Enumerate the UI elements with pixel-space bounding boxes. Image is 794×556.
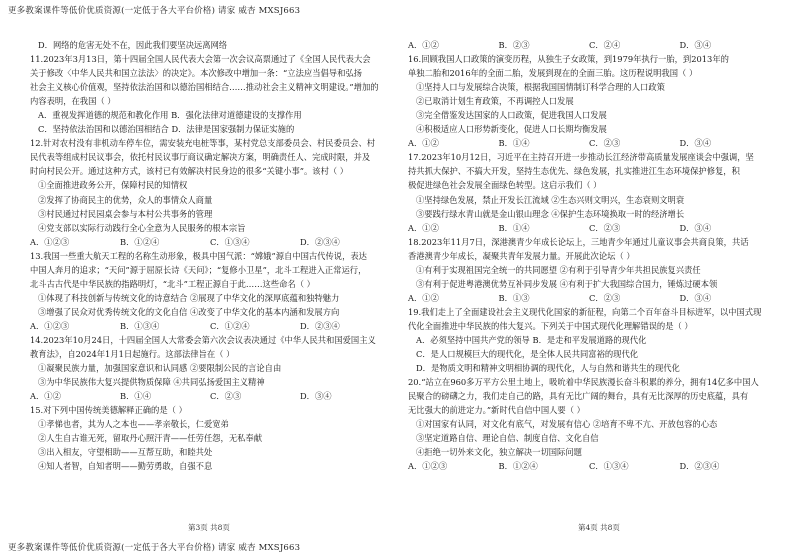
option-text-line: A．重视发挥道德的规范和教化作用 B．强化法律对道德建设的支撑作用 (38, 110, 302, 121)
answer-option: A．①② (30, 391, 61, 402)
answer-option: D．②③④ (679, 461, 720, 472)
option-text-line: ②人生自古谁无死，留取丹心照汗青——任劳任怨，无私奉献 (38, 433, 263, 444)
option-text-line: ①对国家有认同，对文化有底气，对发展有信心 ②培育不卑不亢、开放包容的心态 (416, 419, 718, 430)
question-text-line: 持共抓大保护、不搞大开发，坚持生态优先、绿色发展，扎实推进江生态环境保护修复，积 (408, 166, 740, 177)
option-text-line: ③出入相友，守望相助——互帮互助，和睦共处 (38, 447, 213, 458)
answer-option: D．②③④ (300, 236, 340, 247)
option-text-line: ③坚定道路自信、理论自信、制度自信、文化自信 (416, 433, 599, 444)
answer-option: C．②④ (589, 40, 621, 50)
answer-option: B．①③ (498, 292, 530, 303)
answer-option: D．③④ (679, 292, 712, 303)
answer-options-row (408, 221, 770, 235)
option-text-line: ①凝聚民族力量，加强国家意识和认同感 ②要限制公民的言论自由 (38, 363, 282, 374)
option-text-line: ③为中华民族伟大复兴提供物质保障 ④共同弘扬爱国主义精神 (38, 377, 265, 388)
question-text-line: 极促进绿色社会发展全面绿色转型。这启示我们（ ） (408, 180, 602, 191)
answer-option: D．③④ (679, 40, 712, 50)
option-text-line: ①坚持绿色发展，禁止开发长江流域 ②生态兴则文明兴，生态衰则文明衰 (416, 194, 685, 205)
question-text-line: 无比强大的前进定力。”新时代自信中国人要（ ） (408, 405, 585, 416)
option-text-line: ①坚持人口与发展综合决策，根据我国国情制订科学合理的人口政策 (416, 82, 665, 93)
option-text-line: ①有利于实现祖国完全统一的共同愿望 ②有利于引导青少年共担民族复兴责任 (416, 264, 701, 275)
question-text-line: 时向村民公开。通过这种方式，该村已有效解决村民身边的很多“关键小事”。该村（ ） (30, 166, 349, 177)
answer-option: A．①②③ (408, 461, 448, 472)
answer-option: D．②③④ (300, 320, 340, 331)
answer-option: B．①②④ (120, 236, 160, 247)
question-text-line: 中国人奔月的追求；“天问”源于屈原长诗《天问》；“复修小卫星”，北斗工程进入正常运行， (30, 264, 367, 275)
question-text-line: 13.我国一些重大航天工程的名称生动形象，极具中国气派：“嫦娥”源自中国古代传说，表达 (30, 250, 367, 261)
answer-option: C．②③ (589, 292, 621, 303)
answer-options-row (408, 38, 770, 52)
question-text-line: 民聚合的磅礴之力，我们走自己的路，具有无比广阔的舞台，具有无比深厚的历史底蕴，具有 (408, 391, 749, 402)
answer-option: C．①②④ (210, 320, 250, 331)
watermark-bottom: 更多教案课件等低价优质资源(一定低于各大平台价格) 请家 威杏 MXSJ663 (8, 543, 301, 553)
question-text-line: 18.2023年11月7日，深港澳青少年成长论坛上，三地青少年通过儿童议事会共商良策，共话 (408, 236, 749, 247)
option-text-line: C．是人口规模巨大的现代化，是全体人民共同富裕的现代化 (416, 349, 639, 360)
option-text-line: A．必须坚持中国共产党的领导 B．是走和平发展道路的现代化 (416, 334, 647, 345)
option-text-line: ③完全借鉴发达国家的人口政策，促进我国人口发展 (416, 110, 607, 121)
answer-option: A．①② (408, 138, 439, 149)
answer-option: B．①③④ (120, 320, 160, 331)
watermark-top: 更多教案课件等低价优质资源(一定低于各大平台价格) 请家 威杏 MXSJ663 (8, 6, 301, 16)
question-text-line: 14.2023年10月24日，十四届全国人大常委会第六次会议表决通过《中华人民共和国爱国主义 (30, 334, 376, 345)
question-text-line: 20.“站立在960多万平方公里土地上，吸吮着中华民族漫长奋斗积累的养分，拥有14亿多中国人 (408, 377, 759, 388)
question-text-line: 关于修改〈中华人民共和国立法法〉的决定》。本次修改中增加一条：“立法应当倡导和弘扬 (30, 68, 362, 79)
answer-option: C．②③ (589, 138, 621, 149)
answer-option: B．①④ (498, 138, 530, 149)
option-text-line: ③增强了民众对优秀传统文化的文化自信 ④改变了中华文化的基本内涵和发展方向 (38, 306, 340, 317)
option-text-line: ③要践行绿水青山就是金山银山理念 ④保护生态环境换取一时的经济增长 (416, 208, 685, 219)
option-text-line: ④党支部以实际行动践行全心全意为人民服务的根本宗旨 (38, 222, 246, 233)
question-text-line: 教育法》，自2024年1月1日起施行。这部法律旨在（ ） (30, 349, 235, 360)
right-page-number: 第4页 共8页 (578, 523, 620, 532)
answer-option: D．③④ (679, 138, 712, 149)
answer-option: A．①② (408, 40, 439, 50)
option-text-line: ④拒绝一切外来文化，独立解决一切国际问题 (416, 447, 582, 458)
question-text-line: 17.2023年10月12日，习近平在主持召开进一步推动长江经济带高质量发展座谈会中强调，坚 (408, 152, 754, 163)
answer-option: B．①②④ (498, 461, 538, 472)
answer-option: A．①②③ (30, 320, 70, 331)
answer-options-row (30, 319, 390, 333)
right-page-column (408, 38, 770, 473)
answer-option: A．①② (408, 222, 439, 233)
option-text-line: ③有利于促进粤港澳优势互补同步发展 ④有利于扩大我国综合国力，锤炼过硬本领 (416, 278, 718, 289)
option-text-line: ④积极适应人口形势新变化，促进人口长期均衡发展 (416, 124, 607, 135)
left-page-number: 第3页 共8页 (188, 523, 230, 532)
question-text-line: 香港澳青少年成长，凝聚共青年发展力量。开展此次论坛（ ） (408, 250, 635, 261)
answer-option: A．①② (408, 292, 439, 303)
answer-option: C．①③④ (210, 236, 250, 247)
question-text-line: 12.针对农村没有非机动车停车位，需安装充电桩等事，某村党总支部委员会、村民委员会、村 (30, 138, 376, 149)
answer-option: D．③④ (679, 222, 712, 233)
option-text-line: D．网络的危害无处不在，因此我们要坚决远离网络 (38, 40, 228, 50)
answer-option: B．②③ (498, 40, 530, 50)
answer-option: A．①②③ (30, 236, 70, 247)
question-text-line: 单独二胎和2016年的全面二胎，发展到现在的全面三胎。这历程说明我国（ ） (408, 68, 698, 79)
answer-options-row (30, 389, 390, 403)
question-text-line: 北斗古古代是中华民族的指路明灯，“北斗”工程正源自于此……这些命名（ ） (30, 278, 315, 289)
option-text-line: C．坚持依法治国和以德治国相结合 D．法律是国家强制力保证实施的 (38, 124, 295, 135)
answer-option: B．①④ (120, 391, 151, 402)
answer-option: C．①③④ (589, 461, 629, 472)
option-text-line: ①全面推进政务公开，保障村民的知情权 (38, 180, 188, 191)
answer-option: C．②③ (210, 391, 242, 402)
option-text-line: ①孝悌也者，其为人之本也——孝亲敬长，仁爱宽弟 (38, 419, 229, 430)
question-text-line: 19.我们走上了全面建设社会主义现代化国家的新征程，向第二个百年奋斗目标进军，以中国式现 (408, 306, 762, 317)
left-page-column (30, 38, 390, 473)
answer-options-row (30, 235, 390, 249)
question-text-line: 民代表等组成村民议事会，依托村民议事厅商议确定解决方案，明确责任人、完成时限，并及 (30, 152, 371, 163)
question-text-line: 16.回顾我国人口政策的演变历程，从独生子女政策，到1979年执行一胎，到2013年的 (408, 54, 729, 65)
answer-option: D．③④ (300, 391, 332, 402)
question-text-line: 内容表明，在我国（ ） (30, 96, 116, 107)
option-text-line: ④知人者智，自知者明——勤劳勇敢，自强不息 (38, 461, 213, 472)
option-text-line: ②发挥了协商民主的优势，众人的事情众人商量 (38, 194, 213, 205)
question-text-line: 15.对下列中国传统美德解释正确的是（ ） (30, 405, 187, 416)
option-text-line: D．是物质文明和精神文明相协调的现代化，人与自然和谐共生的现代化 (416, 363, 680, 374)
option-text-line: ③村民通过村民园桌会参与本村公共事务的管理 (38, 208, 213, 219)
question-text-line: 11.2023年3月13日，第十四届全国人民代表大会第一次会议高票通过了《全国人民代表大会 (30, 54, 371, 65)
answer-options-row (408, 136, 770, 150)
answer-option: B．①④ (498, 222, 530, 233)
question-text-line: 社会主义核心价值观，坚持依法治国和以德治国相结合……推动社会主义精神文明建设。”增加的 (30, 82, 379, 93)
answer-options-row (408, 291, 770, 305)
answer-options-row (408, 459, 770, 473)
answer-option: C．②③ (589, 222, 621, 233)
option-text-line: ②已取消计划生育政策，不再调控人口发展 (416, 96, 574, 107)
option-text-line: ①体现了科技创新与传统文化的诗意结合 ②展现了中华文化的深厚底蕴和独特魅力 (38, 292, 340, 303)
question-text-line: 代化全面推进中华民族的伟大复兴。下列关于中国式现代化理解错误的是（ ） (408, 320, 693, 331)
